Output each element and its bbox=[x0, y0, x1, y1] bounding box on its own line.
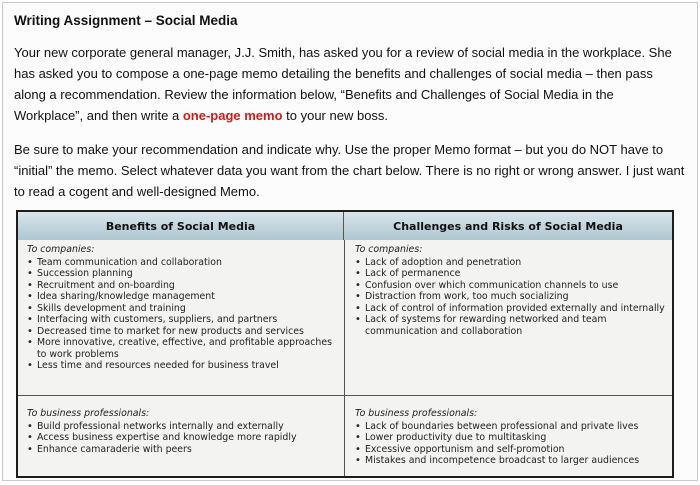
challenges-professionals-list bbox=[355, 421, 669, 467]
list-item: • Mistakes and incompetence broadcast to larger audiences bbox=[355, 455, 669, 467]
list-item: • Confusion over which communication channels to use bbox=[355, 280, 669, 292]
benefits-professionals-list bbox=[27, 421, 339, 456]
column-divider bbox=[344, 240, 345, 476]
challenges-header: Challenges and Risks of Social Media bbox=[344, 212, 672, 240]
cell-label: To business professionals: bbox=[27, 408, 150, 419]
list-item: • Less time and resources needed for business travel bbox=[27, 360, 339, 372]
benefits-companies-list bbox=[27, 257, 339, 372]
cell-label: To business professionals: bbox=[355, 408, 478, 419]
benefits-companies-cell bbox=[27, 244, 339, 372]
assignment-title: Writing Assignment – Social Media bbox=[14, 13, 238, 28]
list-item: • Lower productivity due to multitasking bbox=[355, 432, 669, 444]
benefits-challenges-table bbox=[16, 210, 674, 478]
list-item: • Build professional networks internally and externally bbox=[27, 421, 339, 433]
document-page bbox=[2, 2, 698, 481]
intro-paragraph bbox=[14, 42, 686, 126]
list-item: • Idea sharing/knowledge management bbox=[27, 291, 339, 303]
list-item: • Access business expertise and knowledge more rapidly bbox=[27, 432, 339, 444]
list-item: • Distraction from work, too much socializing bbox=[355, 291, 669, 303]
list-item: • Team communication and collaboration bbox=[27, 257, 339, 269]
benefits-header: Benefits of Social Media bbox=[18, 212, 344, 240]
list-item: • Enhance camaraderie with peers bbox=[27, 444, 339, 456]
instructions-paragraph: Be sure to make your recommendation and indicate why. Use the proper Memo format – but you do NOT have to “initial” the memo. Select whatever data you want from the chart below. There is no right or wrong answer. I just want to read a cogent and well-designed Memo. bbox=[14, 142, 685, 199]
challenges-companies-list bbox=[355, 257, 669, 338]
cell-label: To companies: bbox=[355, 244, 423, 255]
list-item: • Excessive opportunism and self-promotion bbox=[355, 444, 669, 456]
benefits-professionals-cell bbox=[27, 408, 339, 455]
list-item: • Succession planning bbox=[27, 268, 339, 280]
list-item: • Skills development and training bbox=[27, 303, 339, 315]
list-item: • Lack of permanence bbox=[355, 268, 669, 280]
list-item: • Lack of control of information provided externally and internally bbox=[355, 303, 669, 315]
row-divider bbox=[18, 395, 672, 396]
challenges-professionals-cell bbox=[355, 408, 669, 467]
intro-text: Your new corporate general manager, J.J. Smith, has asked you for a review of social media in the workplace. She has asked you to compose a one-page memo detailing the benefits and challenges of social media – then pass along a recommendation. Review the information below, “Benefits and Challenges of Social Media in the Workplace”, and then write a bbox=[14, 45, 672, 123]
list-item: • More innovative, creative, effective, and profitable approaches to work problems bbox=[27, 337, 339, 360]
challenges-companies-cell bbox=[355, 244, 669, 337]
intro-text-end: to your new boss. bbox=[282, 108, 389, 123]
list-item: • Lack of boundaries between professional and private lives bbox=[355, 421, 669, 433]
list-item: • Decreased time to market for new products and services bbox=[27, 326, 339, 338]
list-item: • Recruitment and on-boarding bbox=[27, 280, 339, 292]
list-item: • Lack of systems for rewarding networked and team communication and collaboration bbox=[355, 314, 669, 337]
cell-label: To companies: bbox=[27, 244, 95, 255]
one-page-memo-highlight: one-page memo bbox=[182, 108, 283, 123]
list-item: • Interfacing with customers, suppliers, and partners bbox=[27, 314, 339, 326]
list-item: • Lack of adoption and penetration bbox=[355, 257, 669, 269]
